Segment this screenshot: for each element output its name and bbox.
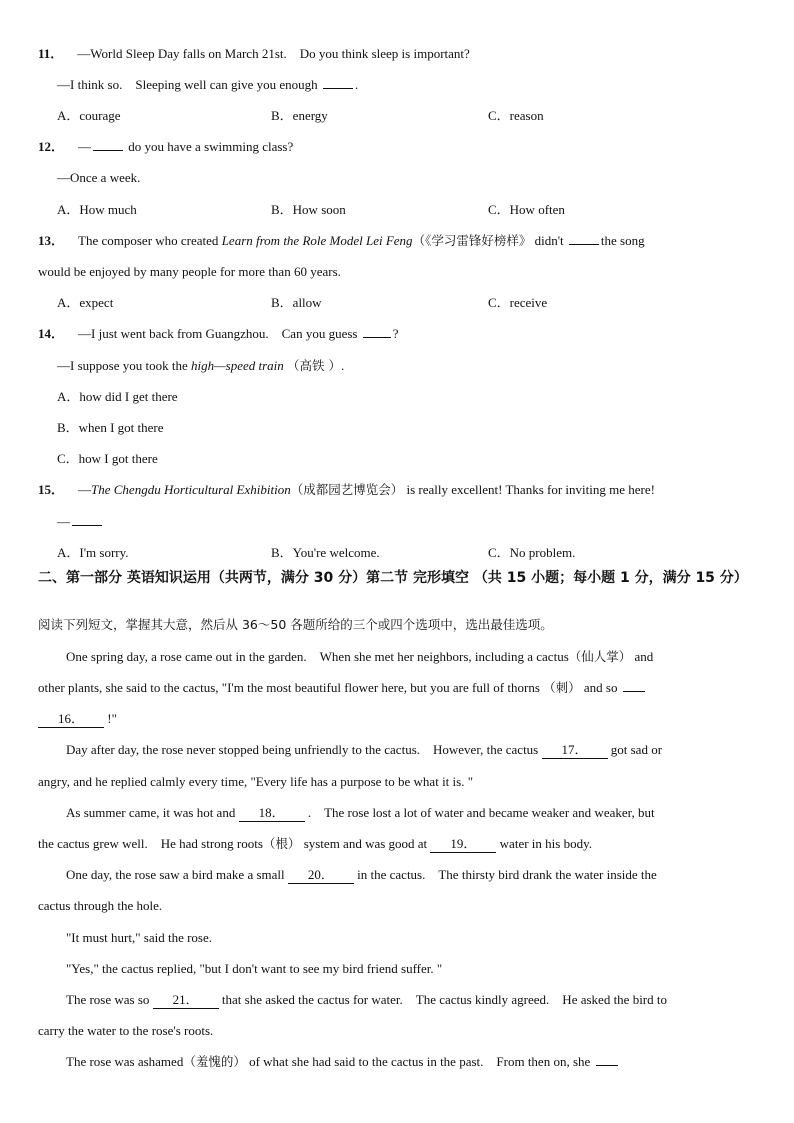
passage-text: got sad or <box>610 742 663 757</box>
question-11-reply <box>57 75 758 95</box>
punctuation: . <box>341 358 345 373</box>
question-12-reply <box>57 168 758 188</box>
question-text: The composer who created <box>78 233 219 248</box>
passage-text: other plants, she said to the cactus, "I'm the most beautiful flower here, but you are full of thorns <box>38 680 540 695</box>
passage-text: carry the water to the rose's roots. <box>38 1023 214 1038</box>
question-11-stem <box>38 44 758 64</box>
section-instruction: 阅读下列短文，掌握其大意，然后从 36～50 各题所给的三个或四个选项中，选出最佳选项。 <box>38 617 553 632</box>
question-13-stem-line-2 <box>38 262 758 282</box>
punctuation: ? <box>392 326 399 341</box>
blank-16: 16． <box>38 711 104 728</box>
answer-blank <box>596 1052 618 1066</box>
option-a: A．I'm sorry. <box>57 545 129 560</box>
passage-text: and <box>634 649 654 664</box>
passage-text: One spring day, a rose came out in the garden. When she met her neighbors, including a cactus <box>66 649 569 664</box>
answer-blank <box>93 137 123 151</box>
chinese-gloss: （根） <box>262 836 301 851</box>
question-14-stem <box>38 324 758 344</box>
dash: — <box>78 482 92 497</box>
reply-text: —Once a week. <box>57 170 141 185</box>
question-12-stem <box>38 137 758 157</box>
passage-line <box>38 1021 758 1041</box>
question-text: —I just went back from Guangzhou. Can you guess <box>78 326 358 341</box>
passage-line <box>66 1052 758 1072</box>
passage-line <box>66 865 758 885</box>
answer-blank <box>323 75 353 89</box>
question-13-options <box>38 293 758 313</box>
option-c: C．How often <box>488 202 565 217</box>
passage-text: and so <box>583 680 618 695</box>
question-13-stem <box>38 231 758 251</box>
passage-line <box>66 928 758 948</box>
option-b <box>57 418 758 438</box>
passage-text: The rose was ashamed <box>66 1054 184 1069</box>
answer-blank <box>363 324 391 338</box>
question-text: —World Sleep Day falls on March 21st. Do you think sleep is important? <box>77 46 470 61</box>
blank-18: 18． <box>239 805 305 822</box>
passage-text: of what she had said to the cactus in the past. From then on, she <box>249 1054 591 1069</box>
question-text: didn't <box>534 233 564 248</box>
question-15-options <box>38 543 758 563</box>
passage-line <box>66 959 758 979</box>
option-c: C．reason <box>488 108 544 123</box>
option-a: A．How much <box>57 202 137 217</box>
option-a: A．expect <box>57 295 114 310</box>
passage-line <box>38 678 758 698</box>
passage-text: water in his body. <box>499 836 592 851</box>
exhibition-name-chinese: （成都园艺博览会） <box>290 482 404 497</box>
section-heading: 二、第一部分 英语知识运用（共两节，满分 30 分）第二节 完形填空 （共 15 小题；每小题 1 分，满分 15 分） <box>38 570 748 586</box>
passage-text: !" <box>107 711 117 726</box>
option-a: A．courage <box>57 108 121 123</box>
option-b-text: B．when I got there <box>57 420 164 435</box>
question-12-options <box>38 200 758 220</box>
song-title-chinese: （《学习雷锋好榜样》 <box>412 233 532 248</box>
question-text: do you have a swimming class? <box>128 139 294 154</box>
passage-text: The rose was so <box>66 992 150 1007</box>
reply-emphasis: high—speed train <box>190 358 284 373</box>
question-number: 12． <box>38 139 65 154</box>
passage-line <box>38 709 758 729</box>
passage-line <box>66 647 758 667</box>
question-11-options <box>38 106 758 126</box>
dash: — <box>78 139 92 154</box>
chinese-gloss: （仙人掌） <box>568 649 632 664</box>
blank-21: 21． <box>153 992 219 1009</box>
question-text: would be enjoyed by many people for more than 60 years. <box>38 264 341 279</box>
passage-line <box>66 803 758 823</box>
passage-text: . The rose lost a lot of water and became weaker and weaker, but <box>307 805 655 820</box>
option-b: B．allow <box>271 295 322 310</box>
blank-20: 20． <box>288 867 354 884</box>
blank-19: 19． <box>430 836 496 853</box>
passage-text: As summer came, it was hot and <box>66 805 236 820</box>
chinese-gloss: （刺） <box>543 680 581 695</box>
blank-17: 17． <box>542 742 608 759</box>
passage-text: that she asked the cactus for water. The cactus kindly agreed. He asked the bird to <box>221 992 667 1007</box>
passage-text: "It must hurt," said the rose. <box>66 930 213 945</box>
punctuation: . <box>354 77 359 92</box>
reply-text: —I think so. Sleeping well can give you enough <box>57 77 318 92</box>
option-b: B．energy <box>271 108 328 123</box>
question-number: 15． <box>38 482 65 497</box>
passage-text: system and was good at <box>303 836 428 851</box>
option-c: C．No problem. <box>488 545 576 560</box>
passage-line <box>66 740 758 760</box>
question-15-reply <box>57 512 758 532</box>
question-text: is really excellent! Thanks for inviting me here! <box>406 482 655 497</box>
option-b: B．How soon <box>271 202 346 217</box>
passage-line <box>38 772 758 792</box>
reply-text: —I suppose you took the <box>57 358 188 373</box>
passage-text: angry, and he replied calmly every time, "Every life has a purpose to be what it is. " <box>38 774 474 789</box>
dash: — <box>57 514 70 529</box>
passage-text: "Yes," the cactus replied, "but I don't want to see my bird friend suffer. " <box>66 961 443 976</box>
passage-text: in the cactus. The thirsty bird drank the water inside the <box>357 867 657 882</box>
passage-line <box>38 896 758 916</box>
option-a <box>57 387 758 407</box>
question-number: 13． <box>38 233 65 248</box>
passage-text: cactus through the hole. <box>38 898 163 913</box>
passage-text: One day, the rose saw a bird make a small <box>66 867 285 882</box>
option-b: B．You're welcome. <box>271 545 380 560</box>
option-c <box>57 449 758 469</box>
passage-line <box>66 990 758 1010</box>
option-c: C．receive <box>488 295 548 310</box>
reply-chinese: （高铁 ） <box>287 358 342 373</box>
exhibition-name: The Chengdu Horticultural Exhibition <box>91 482 291 497</box>
passage-line <box>38 834 758 854</box>
answer-blank <box>569 231 599 245</box>
chinese-gloss: （羞愧的） <box>183 1054 246 1069</box>
option-a-text: A．how did I get there <box>57 389 178 404</box>
passage-text: the cactus grew well. He had strong roots <box>38 836 263 851</box>
question-14-reply <box>57 356 758 376</box>
passage-text: Day after day, the rose never stopped being unfriendly to the cactus. However, the cactus <box>66 742 539 757</box>
answer-blank <box>623 678 645 692</box>
option-c-text: C．how I got there <box>57 451 158 466</box>
answer-blank <box>72 512 102 526</box>
question-number: 14． <box>38 326 65 341</box>
question-15-stem <box>38 480 758 500</box>
question-text: the song <box>600 233 645 248</box>
song-title: Learn from the Role Model Lei Feng <box>221 233 413 248</box>
question-number: 11． <box>38 46 64 61</box>
